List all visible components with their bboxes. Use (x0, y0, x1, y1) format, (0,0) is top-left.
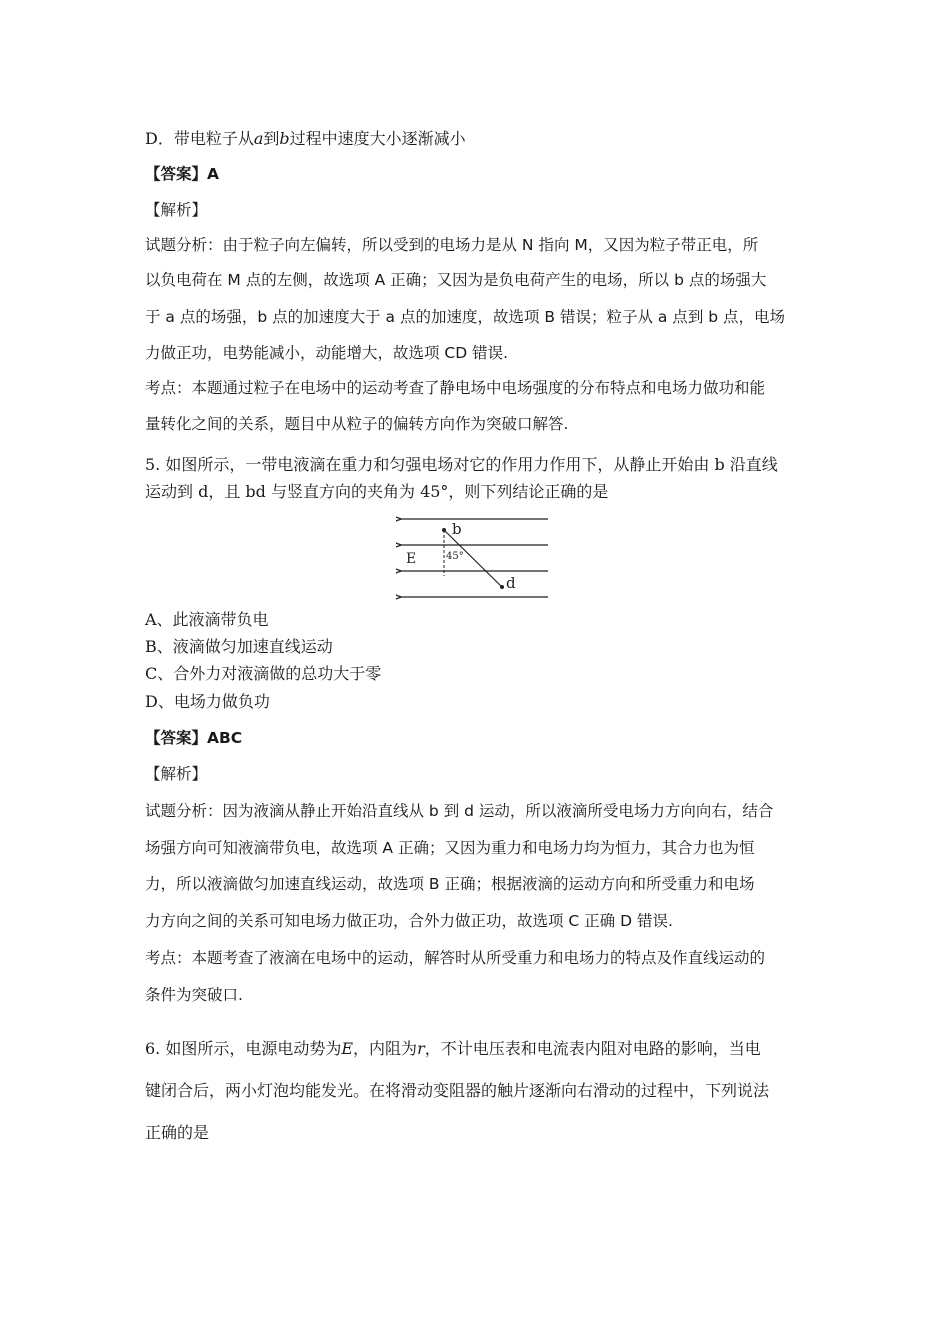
q5-answer: 【答案】ABC (145, 729, 243, 747)
q5-option: D、电场力做负功 (145, 692, 270, 711)
q5-stem-line: 5. 如图所示，一带电液滴在重力和匀强电场对它的作用力作用下，从静止开始由 b 沿直线 (145, 455, 778, 474)
q6-stem-line: 正确的是 (145, 1123, 210, 1142)
q4-analysis-heading: 【解析】 (145, 201, 208, 219)
label-E: E (406, 551, 417, 567)
q5-stem-line: 运动到 d，且 bd 与竖直方向的夹角为 45°，则下列结论正确的是 (145, 482, 609, 501)
point-d (500, 585, 504, 589)
q5-kaodian-line: 条件为突破口. (145, 986, 243, 1004)
q5-figure (396, 512, 556, 607)
q6-stem-line: 6. 如图所示，电源电动势为E，内阻为r，不计电压表和电流表内阻对电路的影响，当电 (145, 1039, 761, 1058)
point-b (442, 528, 446, 532)
q5-analysis-line: 力，所以液滴做匀加速直线运动，故选项 B 正确；根据液滴的运动方向和所受重力和电场 (145, 875, 755, 893)
q5-analysis-heading: 【解析】 (145, 765, 208, 783)
q4-analysis-line: 力做正功，电势能减小，动能增大，故选项 CD 错误. (145, 344, 509, 362)
var-a: a (253, 129, 264, 148)
q5-analysis-line: 力方向之间的关系可知电场力做正功，合外力做正功，故选项 C 正确 D 错误. (145, 912, 673, 930)
q5-option: A、此液滴带负电 (145, 610, 269, 629)
q6-stem-line: 键闭合后，两小灯泡均能发光。在将滑动变阻器的触片逐渐向右滑动的过程中，下列说法 (145, 1081, 770, 1100)
var-E: E (341, 1039, 354, 1058)
q5-option: C、合外力对液滴做的总功大于零 (145, 664, 382, 683)
label-angle: 45° (446, 551, 464, 562)
q4-option-d: D．带电粒子从a到b过程中速度大小逐渐减小 (145, 129, 466, 148)
q5-option: B、液滴做匀加速直线运动 (145, 637, 333, 656)
q4-kaodian-line: 考点：本题通过粒子在电场中的运动考查了静电场中电场强度的分布特点和电场力做功和能 (145, 379, 766, 397)
var-r: r (417, 1039, 425, 1058)
q5-kaodian-line: 考点：本题考查了液滴在电场中的运动，解答时从所受重力和电场力的特点及作直线运动的 (145, 949, 766, 967)
q5-analysis-line: 试题分析：因为液滴从静止开始沿直线从 b 到 d 运动，所以液滴所受电场力方向向右，结合 (145, 802, 774, 820)
q4-answer: 【答案】A (145, 165, 219, 183)
q5-analysis-line: 场强方向可知液滴带负电，故选项 A 正确；又因为重力和电场力均为恒力，其合力也为恒 (145, 839, 755, 857)
q4-analysis-line: 于 a 点的场强，b 点的加速度大于 a 点的加速度，故选项 B 错误；粒子从 a 点到 b 点，电场 (145, 308, 786, 326)
label-b: b (452, 520, 462, 538)
label-d: d (506, 574, 516, 592)
q4-kaodian-line: 量转化之间的关系，题目中从粒子的偏转方向作为突破口解答. (145, 415, 569, 433)
q4-analysis-line: 试题分析：由于粒子向左偏转，所以受到的电场力是从 N 指向 M，又因为粒子带正电，所 (145, 236, 759, 254)
q4-analysis-line: 以负电荷在 M 点的左侧，故选项 A 正确；又因为是负电荷产生的电场，所以 b 点的场强大 (145, 271, 767, 289)
var-b: b (279, 129, 290, 148)
